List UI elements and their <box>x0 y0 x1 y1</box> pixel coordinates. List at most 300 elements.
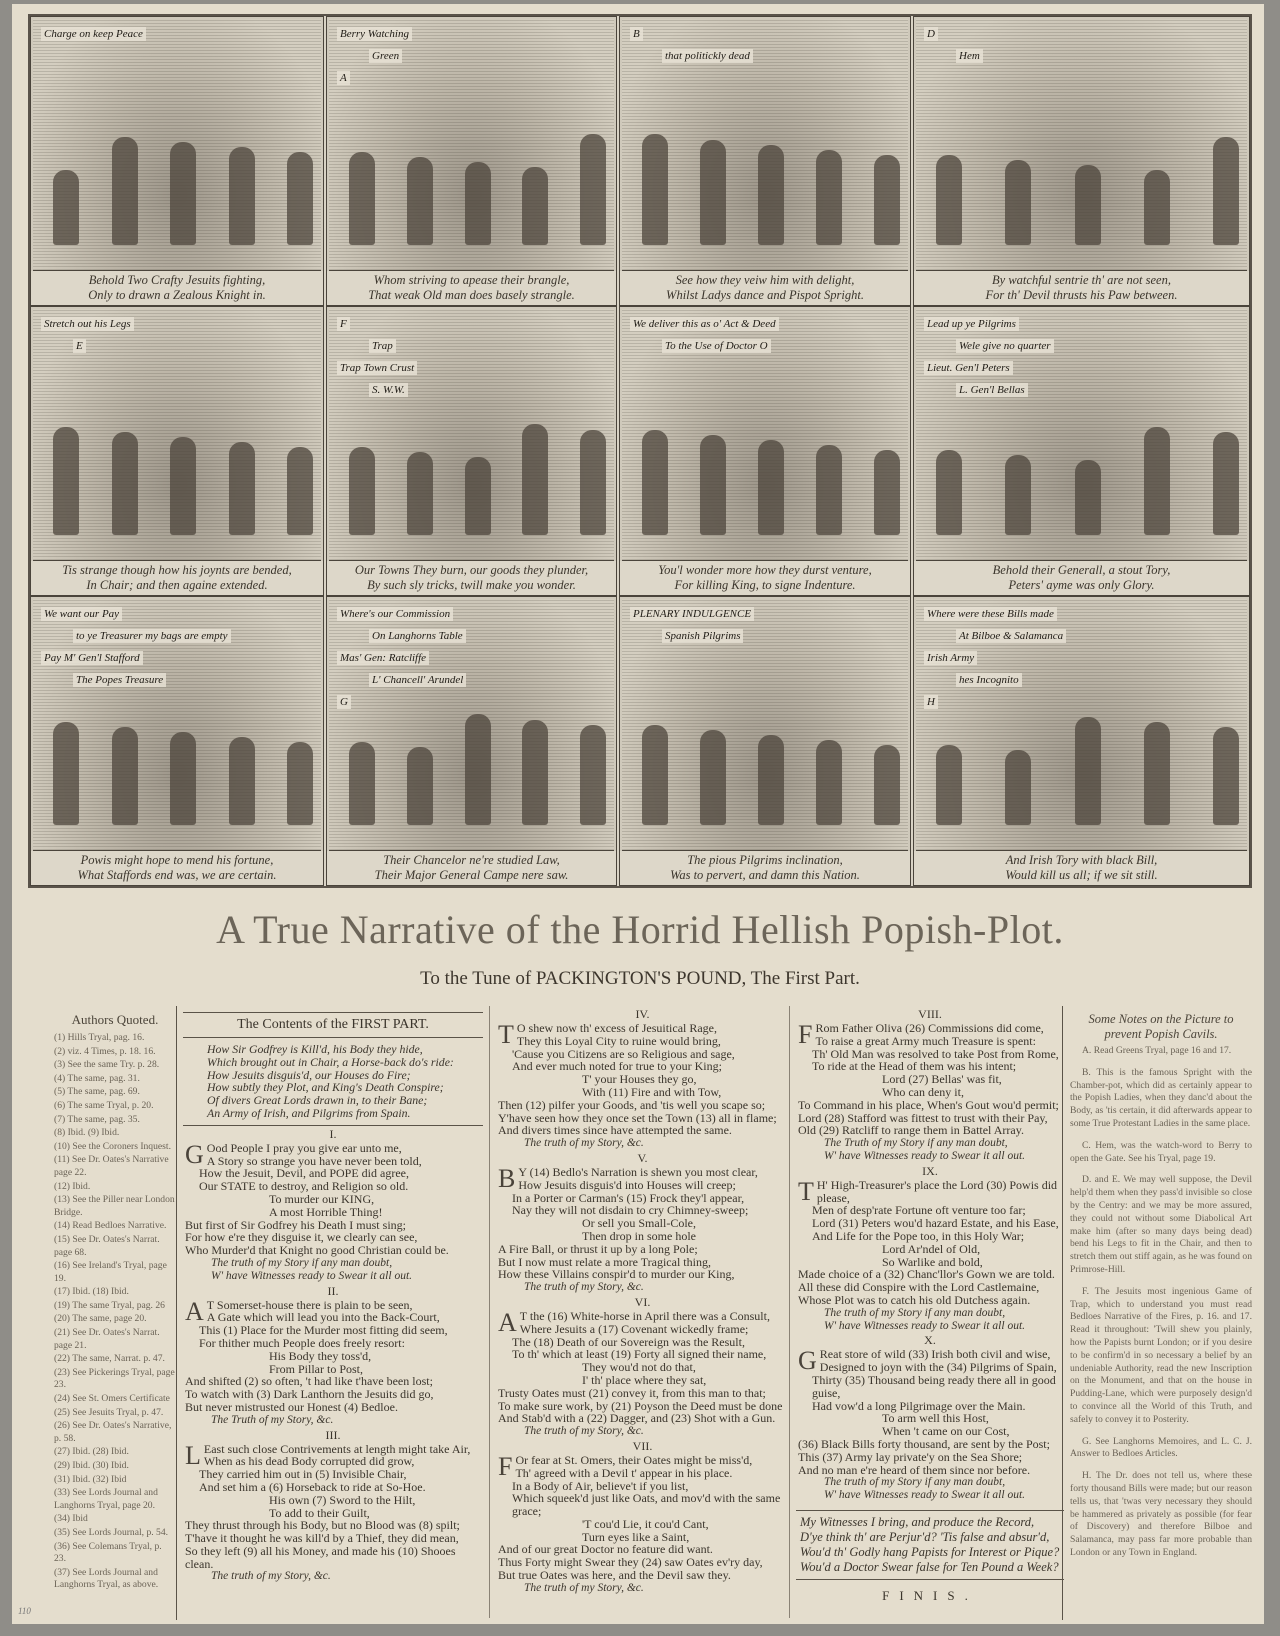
verse-line: Turn eyes like a Saint, <box>582 1529 690 1544</box>
engraved-figure <box>936 450 962 535</box>
closing-line: Wou'd a Doctor Swear false for Ten Pound a Week? <box>800 1559 1059 1574</box>
engraved-figure <box>1213 137 1239 245</box>
engraved-figure <box>112 137 138 245</box>
verse-line: And of our great Doctor no feature did want. <box>498 1542 713 1557</box>
closing-line: Wou'd th' Godly hang Papists for Interest or Pique? <box>800 1544 1060 1559</box>
caption-line: Powis might hope to mend his fortune, <box>80 853 274 867</box>
picture-note: B. This is the famous Spright with the Chamber-pot, which did as certainly appear to the Popish Ladies, when they danc'd about the Body, as 'tis certain, it did afterwards appear to some True Protestant Ladies in the same place. <box>1070 1066 1252 1129</box>
stanza <box>496 1008 789 1150</box>
verse-line: So they left (9) all his Money, and made his (10) Shooes clean. <box>185 1543 456 1571</box>
verse-line: Nay they will not disdain to cry Chimney-sweep; <box>512 1203 749 1218</box>
picture-panel <box>913 596 1250 886</box>
engraving-scene <box>622 599 908 851</box>
engraved-figure <box>936 155 962 245</box>
engraved-figure <box>1005 455 1031 535</box>
verse-line: All these did Conspire with the Lord Castlemaine, <box>798 1280 1040 1295</box>
verse-line: AT the (16) White-horse in April there was a Consult, <box>498 1307 770 1337</box>
refrain-line: The truth of my Story if any man doubt, <box>824 1476 1006 1489</box>
engraved-figure <box>522 424 548 534</box>
engraved-figure <box>53 427 79 535</box>
verse-line: And shifted (2) so often, 't had like t'have been lost; <box>185 1374 433 1389</box>
author-reference: (27) Ibid. (28) Ibid. <box>54 1446 129 1458</box>
verse-line: Whose Plot was to catch his old Dutchess again. <box>798 1292 1031 1307</box>
caption-line: Tis strange though how his joynts are bended, <box>62 563 292 577</box>
verse-line: To Command in his place, When's Gout wou'd permit; <box>798 1097 1059 1112</box>
engraved-figure <box>349 447 375 535</box>
refrain-line: The Truth of my Story if any man doubt, <box>824 1137 1008 1150</box>
author-reference: (12) Ibid. <box>54 1180 91 1192</box>
engraving-scene <box>622 19 908 271</box>
engraving-scene <box>33 309 321 561</box>
verse-line: In a Porter or Carman's (15) Frock they'l appear, <box>512 1190 745 1205</box>
stanza-number: IV. <box>635 1007 650 1021</box>
author-reference: (16) See Ireland's Tryal, page 19. <box>54 1260 167 1284</box>
contents-heading: The Contents of the FIRST PART. <box>183 1013 483 1038</box>
engraved-figure <box>407 747 433 825</box>
contents-line: How subtly they Plot, and King's Death Conspire; <box>207 1080 444 1095</box>
verse-line: To make sure work, by (21) Poyson the Deed must be done <box>498 1398 783 1413</box>
author-reference: (37) See Lords Journal and Langhorns Tryal, as above. <box>54 1566 159 1591</box>
verse-line: They carried him out in (5) Invisible Chair, <box>199 1467 407 1482</box>
caption-line: The pious Pilgrims inclination, <box>687 853 843 867</box>
engraved-figure <box>1005 750 1031 825</box>
verse-line: I' th' place where they sat, <box>582 1372 707 1387</box>
verse-line: FOr fear at St. Omers, their Oates might be miss'd, <box>498 1451 753 1481</box>
ballad-column-2 <box>489 1006 789 1618</box>
engraving-label: PLENARY INDULGENCE <box>630 607 754 621</box>
caption-line: Was to pervert, and damn this Nation. <box>670 868 860 882</box>
engraving-scene <box>33 599 321 851</box>
author-reference: (26) See Dr. Oates's Narrative, p. 58. <box>54 1420 172 1444</box>
panel-caption <box>31 851 323 885</box>
verse-line: T' your Houses they go, <box>582 1072 697 1087</box>
verse-line: To arm well this Host, <box>882 1411 989 1426</box>
author-reference: (5) The same, pag. 69. <box>54 1086 140 1098</box>
author-reference: (14) Read Bedloes Narrative. <box>54 1220 167 1232</box>
verse-line: Then (12) pilfer your Goods, and 'tis well you scape so; <box>498 1097 766 1112</box>
engraved-figure <box>112 727 138 825</box>
verse-line: Lord (28) Stafford was fittest to trust with their Pay, <box>798 1110 1048 1125</box>
engraving-label: Mas' Gen: Ratcliffe <box>337 651 429 665</box>
engraving-label: Hem <box>956 49 983 63</box>
verse-line: To raise a great Army much Treasure is spent: <box>815 1033 1036 1048</box>
engraving-label: Lieut. Gen'l Peters <box>924 361 1013 375</box>
engraved-figure <box>1005 160 1031 245</box>
engraving-label: At Bilboe & Salamanca <box>956 629 1066 643</box>
engraved-figure <box>758 145 784 245</box>
verse-line: Then drop in some hole <box>582 1228 696 1243</box>
engraved-figure <box>580 430 606 535</box>
verse-line: His own (7) Sword to the Hilt, <box>269 1492 416 1507</box>
engraved-figure <box>522 167 548 245</box>
stanza-number: II. <box>327 1283 339 1298</box>
engraved-figure <box>407 157 433 245</box>
verse-line: Had vow'd a long Pilgrimage over the Main. <box>812 1398 1026 1413</box>
verse-line: BY (14) Bedlo's Narration is shewn you most clear, <box>498 1163 758 1193</box>
engraved-figure <box>580 725 606 825</box>
verse-line: When 't came on our Cost, <box>882 1424 1010 1439</box>
author-reference: (31) Ibid. (32) Ibid <box>54 1473 127 1485</box>
author-reference: (21) See Dr. Oates's Narrat. page 21. <box>54 1327 160 1351</box>
stanza-number: V. <box>637 1150 648 1165</box>
ballad-column-3 <box>789 1006 1064 1618</box>
verse-line: Who can deny it, <box>882 1084 964 1099</box>
author-reference: (19) The same Tryal, pag. 26 <box>54 1299 165 1311</box>
author-reference: (13) See the Piller near London Bridge. <box>54 1194 175 1218</box>
caption-line: By such sly tricks, twill make you wonder. <box>367 578 576 592</box>
author-reference: (24) See St. Omers Certificate <box>54 1393 170 1405</box>
finis: FINIS. <box>882 1587 978 1603</box>
engraving-scene <box>33 19 321 271</box>
stanza <box>183 1285 483 1427</box>
contents-line: An Army of Irish, and Pilgrims from Spain. <box>207 1105 411 1120</box>
panel-caption <box>327 561 616 595</box>
pencil-mark: 110 <box>18 1606 31 1616</box>
engraving-label: Green <box>369 49 402 63</box>
engraved-picture-plate <box>28 14 1252 888</box>
panel-caption <box>914 851 1249 885</box>
author-reference: (15) See Dr. Oates's Narrat. page 68. <box>54 1233 160 1258</box>
verse-line: How the Jesuit, Devil, and POPE did agree, <box>199 1166 409 1181</box>
broadside-title: A True Narrative of the Horrid Hellish Popish-Plot. <box>216 907 1064 952</box>
caption-line: Behold Two Crafty Jesuits fighting, <box>88 273 266 287</box>
engraving-label: Spanish Pilgrims <box>662 629 743 643</box>
verse-line: For how e're they disguise it, we clearly can see, <box>185 1230 418 1245</box>
verse-line: Th' Old Man was resolved to take Post from Rome, <box>812 1046 1059 1061</box>
verse-line: Our STATE to destroy, and Religion so old. <box>199 1179 409 1194</box>
engraving-scene <box>622 309 908 561</box>
caption-line: Only to drawn a Zealous Knight in. <box>88 288 266 302</box>
verse-line: Where Jesuits a (17) Covenant wickedly frame; <box>519 1321 749 1336</box>
engraving-label: Trap <box>369 339 396 353</box>
refrain-line: The truth of my Story, &c. <box>524 1281 644 1294</box>
verse-line: GReat store of wild (33) Irish both civil and wise, <box>798 1346 1051 1376</box>
verse-line: Men of desp'rate Fortune oft venture too far; <box>812 1203 1026 1218</box>
author-reference: (3) See the same Try. p. 28. <box>54 1059 160 1071</box>
engraving-scene <box>916 309 1247 561</box>
verse-line: Thirty (35) Thousand being ready there all in good guise, <box>812 1372 1056 1400</box>
scan-background <box>0 1624 1280 1636</box>
stanza-number: VIII. <box>918 1007 942 1021</box>
refrain-line: W' have Witnesses ready to Swear it all out. <box>824 1149 1026 1162</box>
refrain-line: W' have Witnesses ready to Swear it all out. <box>211 1269 413 1282</box>
tune-subtitle: To the Tune of PACKINGTON'S POUND, The First Part. <box>420 968 860 989</box>
stanza <box>796 1334 1064 1502</box>
caption-line: Peters' ayme was only Glory. <box>1008 578 1155 592</box>
stanza <box>796 1008 1064 1163</box>
panel-caption <box>620 271 910 305</box>
verse-line: And Life for the Pope too, in this Holy War; <box>812 1228 1025 1243</box>
engraved-figure <box>642 430 668 535</box>
engraving-label: Lead up ye Pilgrims <box>924 317 1019 331</box>
engraving-scene <box>329 599 614 851</box>
authors-quoted-column <box>54 1012 176 1593</box>
engraving-label: Stretch out his Legs <box>41 317 134 331</box>
notes-on-picture-column <box>1070 1012 1252 1569</box>
engraving-label: hes Incognito <box>956 673 1022 687</box>
verse-line: His Body they toss'd, <box>269 1348 372 1363</box>
engraved-figure <box>816 445 842 535</box>
picture-panel <box>913 306 1250 596</box>
engraved-figure <box>642 134 668 244</box>
verse-line: Or sell you Small-Cole, <box>582 1216 696 1231</box>
verse-line: Who Murder'd that Knight no good Christian could be. <box>185 1243 449 1258</box>
engraving-label: Pay M' Gen'l Stafford <box>41 651 143 665</box>
verse-line: But I now must relate a more Tragical thing, <box>498 1254 711 1269</box>
refrain-line: The truth of my Story, &c. <box>524 1425 644 1438</box>
caption-line: That weak Old man does basely strangle. <box>368 288 575 302</box>
closing-line: My Witnesses I bring, and produce the Record, <box>800 1514 1035 1529</box>
engraving-label: Where's our Commission <box>337 607 453 621</box>
verse-line: How Jesuits disguis'd into Houses will creep; <box>518 1177 736 1192</box>
refrain-line: W' have Witnesses ready to Swear it all out. <box>824 1489 1026 1502</box>
verse-line: Th' agreed with a Devil t' appear in his place. <box>515 1465 733 1480</box>
author-reference: (35) See Lords Journal, p. 54. <box>54 1526 169 1538</box>
engraved-figure <box>53 170 79 245</box>
engraving-scene <box>329 309 614 561</box>
engraved-figure <box>642 725 668 825</box>
verse-line: A Story so strange you have never been told, <box>206 1153 422 1168</box>
panel-caption <box>914 561 1249 595</box>
engraving-label: that politickly dead <box>662 49 753 63</box>
picture-panel <box>619 16 911 306</box>
verse-line: Lord (27) Bellas' was fit, <box>882 1072 1002 1087</box>
refrain-line: The truth of my Story if any man doubt, <box>824 1306 1006 1319</box>
engraving-label: L. Gen'l Bellas <box>956 383 1028 397</box>
caption-line: You'l wonder more how they durst venture, <box>658 563 872 577</box>
verse-line: With (11) Fire and with Tow, <box>582 1084 722 1099</box>
engraved-figure <box>349 742 375 825</box>
verse-line: To add to their Guilt, <box>269 1505 370 1520</box>
verse-line: Lord (31) Peters wou'd hazard Estate, and his Ease, <box>812 1216 1059 1231</box>
panel-caption <box>620 561 910 595</box>
engraved-figure <box>936 745 962 825</box>
refrain-line: The truth of my Story if any man doubt, <box>211 1256 393 1269</box>
caption-line: Whilst Ladys dance and Pispot Spright. <box>666 288 864 302</box>
picture-panel <box>326 16 617 306</box>
author-reference: (17) Ibid. (18) Ibid. <box>54 1286 129 1298</box>
stanza <box>183 1128 483 1283</box>
engraved-figure <box>112 432 138 535</box>
author-reference: (36) See Colemans Tryal, p. 23. <box>54 1540 162 1565</box>
engraved-figure <box>229 737 255 825</box>
verse-line: Designed to joyn with the (34) Pilgrims of Spain, <box>819 1360 1057 1375</box>
caption-line: What Staffords end was, we are certain. <box>77 868 277 882</box>
engraved-figure <box>874 745 900 825</box>
engraved-figure <box>287 447 313 535</box>
verse-line: But true Oates was here, and the Devil saw they. <box>498 1568 731 1583</box>
caption-line: And Irish Tory with black Bill, <box>1005 853 1158 867</box>
caption-line: For th' Devil thrusts his Paw between. <box>985 288 1178 302</box>
picture-panel <box>30 16 324 306</box>
engraved-figure <box>580 134 606 244</box>
engraved-figure <box>758 735 784 825</box>
panel-caption <box>31 271 323 305</box>
picture-note: F. The Jesuits most ingenious Game of Trap, which to understand you must read Bedloes Narrative of the Fires, p. 16. and 17. Read it throughout: 'Twill shew you plainly, how the Papists burnt London; or if you desire to be confirm'd in so necessary a belief by an undeniable Authority, read the new Inscription on the Monument, and that on the house in Pudding-Lane, which were purposely design'd to convince all the World of this Truth, and safely to convey it to Posterity. <box>1070 1285 1252 1425</box>
author-reference: (33) See Lords Journal and Langhorns Tryal, page 20. <box>54 1487 158 1511</box>
author-reference: (25) See Jesuits Tryal, p. 47. <box>54 1406 164 1418</box>
stanza <box>496 1440 789 1595</box>
verse-line: And no man e're heard of them since nor before. <box>798 1462 1031 1477</box>
stanza-number: IX. <box>922 1163 938 1178</box>
verse-line: To th' which at least (19) Forty all signed their name, <box>512 1347 767 1362</box>
closing-line: D'ye think th' are Perjur'd? 'Tis false and absur'd, <box>800 1529 1050 1544</box>
engraving-label: The Popes Treasure <box>73 673 166 687</box>
caption-line: Would kill us all; if we sit still. <box>1005 868 1158 882</box>
engraved-figure <box>874 450 900 535</box>
picture-note: A. Read Greens Tryal, page 16 and 17. <box>1082 1045 1232 1056</box>
author-reference: (4) The same, pag. 31. <box>54 1072 140 1084</box>
engraving-label: Trap Town Crust <box>337 361 417 375</box>
engraving-label: D <box>924 27 938 41</box>
engraved-figure <box>1213 727 1239 825</box>
engraved-figure <box>816 740 842 825</box>
verse-line: This (37) Army lay private'y on the Sea Shore; <box>798 1449 1023 1464</box>
engraved-figure <box>1075 717 1101 825</box>
engraving-label: Irish Army <box>924 651 977 665</box>
verse-line: And divers times since have attempted the same. <box>498 1123 732 1138</box>
engraving-scene <box>329 19 614 271</box>
caption-line: Behold their Generall, a stout Tory, <box>992 563 1171 577</box>
caption-line: Our Towns They burn, our goods they plunder, <box>354 563 589 577</box>
engraving-label: Wele give no quarter <box>956 339 1054 353</box>
engraved-figure <box>1075 165 1101 245</box>
stanza-number: I. <box>329 1126 337 1141</box>
refrain-line: The truth of my Story, &c. <box>524 1581 644 1594</box>
stanza <box>796 1165 1064 1333</box>
engraving-label: B <box>630 27 643 41</box>
engraved-figure <box>465 457 491 535</box>
engraved-figure <box>1144 427 1170 535</box>
verse-line: 'Cause you Citizens are so Religious and sage, <box>512 1046 735 1061</box>
picture-panel <box>619 306 911 596</box>
contents-box <box>183 1012 483 1126</box>
engraving-label: We want our Pay <box>41 607 122 621</box>
verse-line: A Gate which will lead you into the Back-Court, <box>206 1310 440 1325</box>
contents-line: How Sir Godfrey is Kill'd, his Body they hide, <box>207 1042 423 1056</box>
caption-line: See how they veiw him with delight, <box>675 273 855 287</box>
engraving-label: Charge on keep Peace <box>41 27 146 41</box>
panel-caption <box>31 561 323 595</box>
engraved-figure <box>170 437 196 535</box>
verse-line: But first of Sir Godfrey his Death I must sing; <box>185 1217 406 1232</box>
author-reference: (20) The same, page 20. <box>54 1313 147 1325</box>
verse-line: LEast such close Contrivements at length might take Air, <box>185 1440 471 1470</box>
verse-line: To murder our KING, <box>269 1191 375 1206</box>
verse-line: GOod People I pray you give ear unto me, <box>185 1139 402 1169</box>
engraved-figure <box>53 722 79 825</box>
verse-line: To ride at the Head of them was his intent; <box>812 1059 1017 1074</box>
stanza <box>496 1296 789 1438</box>
engraved-figure <box>287 742 313 825</box>
verse-line: 'T cou'd Lie, it cou'd Cant, <box>582 1516 709 1531</box>
picture-panel <box>619 596 911 886</box>
engraved-figure <box>349 152 375 245</box>
stanza-number: VI. <box>634 1294 651 1309</box>
verse-line: But never mistrusted our Honest (4) Bedloe. <box>185 1399 398 1414</box>
refrain-line: The truth of my Story, &c. <box>211 1570 331 1583</box>
verse-line: When as his dead Body corrupted did grow, <box>203 1454 415 1469</box>
verse-line: TH' High-Treasurer's place the Lord (30) Powis did please, <box>798 1176 1058 1206</box>
panel-caption <box>327 271 616 305</box>
stanza-number: VII. <box>632 1438 653 1453</box>
engraved-figure <box>465 162 491 245</box>
authors-heading: Authors Quoted. <box>71 1012 159 1027</box>
caption-line: Their Major General Campe nere saw. <box>374 868 569 882</box>
engraving-label: To the Use of Doctor O <box>662 339 771 353</box>
verse-line: In a Body of Air, believe't if you list, <box>512 1478 689 1493</box>
author-reference: (22) The same, Narrat. p. 47. <box>54 1353 165 1365</box>
engraving-label: A <box>337 71 350 85</box>
engraved-figure <box>700 730 726 825</box>
engraving-label: On Langhorns Table <box>369 629 466 643</box>
engraved-figure <box>1213 432 1239 535</box>
engraved-figure <box>758 440 784 535</box>
verse-line: The (18) Death of our Sovereign was the Result, <box>512 1334 745 1349</box>
caption-line: By watchful sentrie th' are not seen, <box>992 273 1171 287</box>
engraved-figure <box>874 155 900 245</box>
stanza-number: III. <box>325 1427 341 1442</box>
engraving-label: G <box>337 695 351 709</box>
closing-verse <box>796 1510 1064 1580</box>
author-reference: (2) viz. 4 Times, p. 18. 16. <box>54 1045 156 1057</box>
verse-line: T'have it thought he was kill'd by a Thief, they did mean, <box>185 1531 459 1546</box>
engraved-figure <box>229 442 255 535</box>
engraved-figure <box>170 142 196 245</box>
picture-panel <box>30 596 324 886</box>
engraved-figure <box>287 152 313 245</box>
engraved-figure <box>407 452 433 535</box>
verse-line: FRom Father Oliva (26) Commissions did come, <box>798 1020 1044 1049</box>
engraving-label: L' Chancell' Arundel <box>369 673 466 687</box>
panel-caption <box>327 851 616 885</box>
caption-line: For killing King, to signe Indenture. <box>674 578 856 592</box>
engraving-label: We deliver this as o' Act & Deed <box>630 317 779 331</box>
author-reference: (11) See Dr. Oates's Narrative page 22. <box>54 1154 169 1178</box>
verse-line: Made choice of a (32) Chanc'llor's Gown we are told. <box>798 1267 1055 1282</box>
ballad-column-1 <box>183 1006 483 1583</box>
verse-line: Trusty Oates must (21) convey it, from this man to that; <box>498 1385 766 1400</box>
verse-line: TO shew now th' excess of Jesuitical Rage, <box>498 1020 718 1049</box>
author-reference: (8) Ibid. (9) Ibid. <box>54 1127 120 1139</box>
verse-line: This (1) Place for the Murder most fitting did seem, <box>199 1323 448 1338</box>
contents-line: How Jesuits disguis'd, our Houses do Fire; <box>207 1067 411 1082</box>
engraved-figure <box>816 150 842 245</box>
picture-panel <box>326 596 617 886</box>
stanza-number: X. <box>924 1333 936 1348</box>
engraved-figure <box>1075 460 1101 535</box>
author-reference: (29) Ibid. (30) Ibid. <box>54 1460 129 1471</box>
picture-note: H. The Dr. does not tell us, where these forty thousand Bills were made; but our reason tells us, that 'twas very necessary they should be hammered as privately as possible (for fear of Discovery) and therefore Bilboe and Salamanca, may pass far more probable than London or any Town in England. <box>1070 1470 1252 1558</box>
engraved-figure <box>700 435 726 535</box>
caption-line: Their Chancelor ne're studied Law, <box>383 853 560 867</box>
engraved-figure <box>465 714 491 824</box>
stanza <box>183 1429 483 1584</box>
verse-line: From Pillar to Post, <box>269 1361 364 1376</box>
panel-caption <box>620 851 910 885</box>
verse-line: (36) Black Bills forty thousand, are sent by the Post; <box>798 1436 1050 1451</box>
author-reference: (23) See Pickerings Tryal, page 23. <box>54 1366 175 1391</box>
picture-note: C. Hem, was the watch-word to Berry to open the Gate. See his Tryal, page 19. <box>1070 1139 1252 1164</box>
ballad-text-box <box>176 1006 1063 1620</box>
caption-line: Whom striving to apease their brangle, <box>373 273 570 287</box>
author-reference: (7) The same, pag. 35. <box>54 1113 140 1125</box>
author-reference: (34) Ibid <box>54 1513 88 1525</box>
verse-line: And ever much noted for true to your King; <box>512 1059 722 1074</box>
engraving-label: Where were these Bills made <box>924 607 1057 621</box>
contents-line: Which brought out in Chair, a Horse-back do's ride: <box>207 1054 454 1069</box>
picture-note: G. See Langhorns Memoires, and L. C. J. Answer to Bedloes Articles. <box>1070 1435 1252 1460</box>
